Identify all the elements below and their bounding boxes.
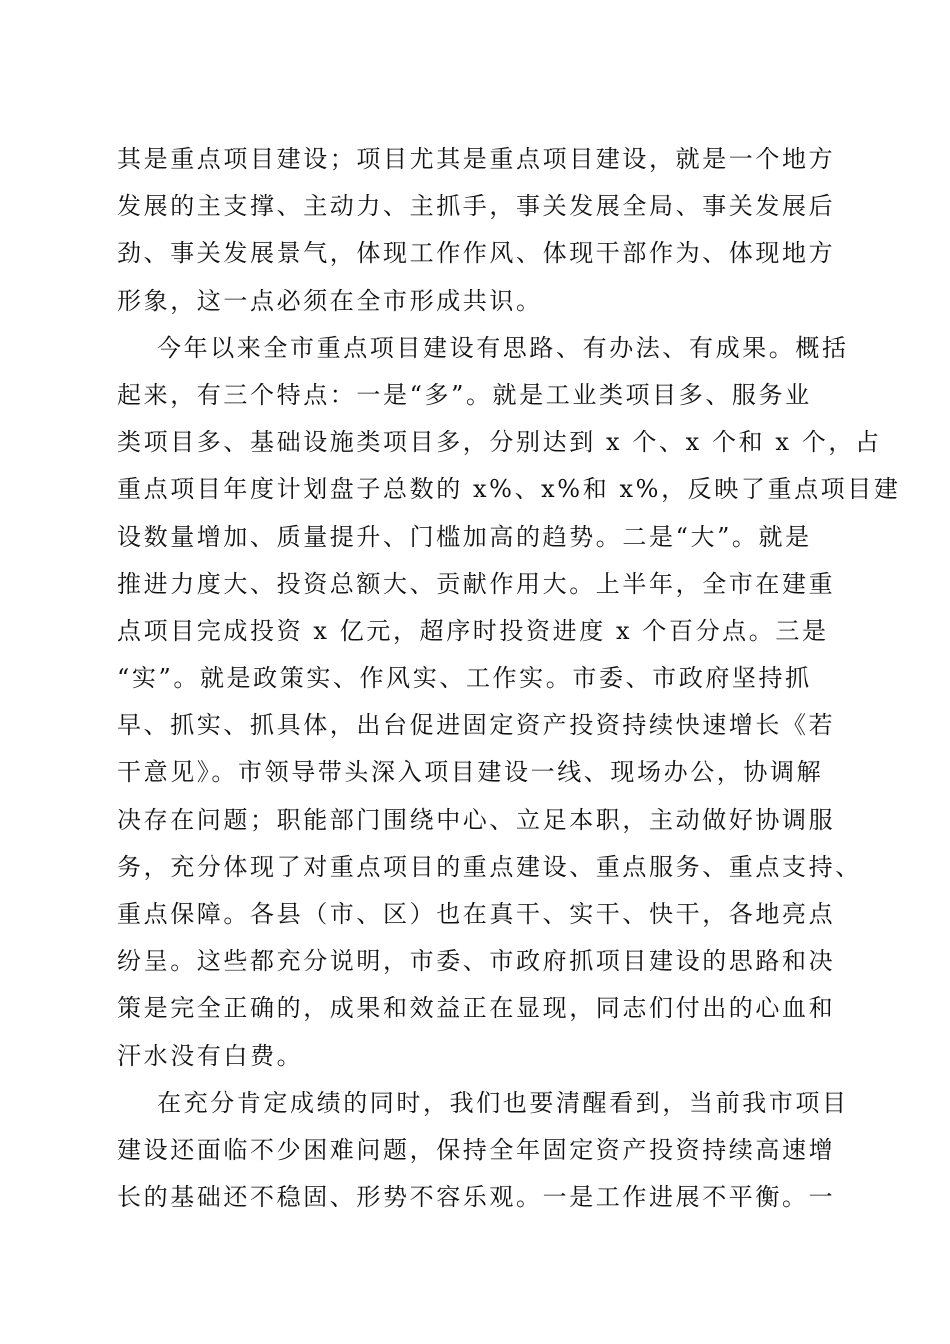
text-line: 长的基础还不稳固、形势不容乐观。一是工作进展不平衡。一 [117,1183,836,1212]
text-line: 劲、事关发展景气，体现工作作风、体现干部作为、体现地方 [117,239,836,268]
text-line: 早、抓实、抓具体，出台促进固定资产投资持续快速增长《若 [117,711,836,740]
text-line: 其是重点项目建设；项目尤其是重点项目建设，就是一个地方 [117,145,836,173]
text-line: 起来，有三个特点：一是“多”。就是工业类项目多、服务业 [117,380,812,409]
text-line: 建设还面临不少困难问题，保持全年固定资产投资持续高速增 [117,1135,836,1164]
text-line: 在充分肯定成绩的同时，我们也要清醒看到，当前我市项目 [157,1088,849,1117]
text-line: 类项目多、基础设施类项目多，分别达到 x 个、x 个和 x 个，占 [117,428,882,457]
body-text [117,136,901,1221]
text-line: 干意见》。市领导带头深入项目建设一线、现场办公，协调解 [117,758,824,787]
text-line: 重点项目年度计划盘子总数的 x%、x%和 x%，反映了重点项目建 [117,475,901,504]
text-line: 形象，这一点必须在全市形成共识。 [117,286,543,315]
text-line: 务，充分体现了对重点项目的重点建设、重点服务、重点支持、 [117,852,862,881]
text-line: 纷呈。这些都充分说明，市委、市政府抓项目建设的思路和决 [117,947,836,976]
text-line: 策是完全正确的，成果和效益正在显现，同志们付出的心血和 [117,994,836,1023]
text-line: 决存在问题；职能部门围绕中心、立足本职，主动做好协调服 [117,805,836,834]
text-line: 点项目完成投资 x 亿元，超序时投资进度 x 个百分点。三是 [117,616,829,645]
text-line: “实”。就是政策实、作风实、工作实。市委、市政府坚持抓 [117,664,812,693]
text-line: 重点保障。各县（市、区）也在真干、实干、快干，各地亮点 [117,900,836,928]
text-line: 推进力度大、投资总额大、贡献作用大。上半年，全市在建重 [117,569,836,598]
text-line: 汗水没有白费。 [117,1041,304,1070]
text-line: 设数量增加、质量提升、门槛加高的趋势。二是“大”。就是 [117,522,812,551]
text-line: 今年以来全市重点项目建设有思路、有办法、有成果。概括 [157,333,849,362]
text-line: 发展的主支撑、主动力、主抓手，事关发展全局、事关发展后 [117,192,836,221]
